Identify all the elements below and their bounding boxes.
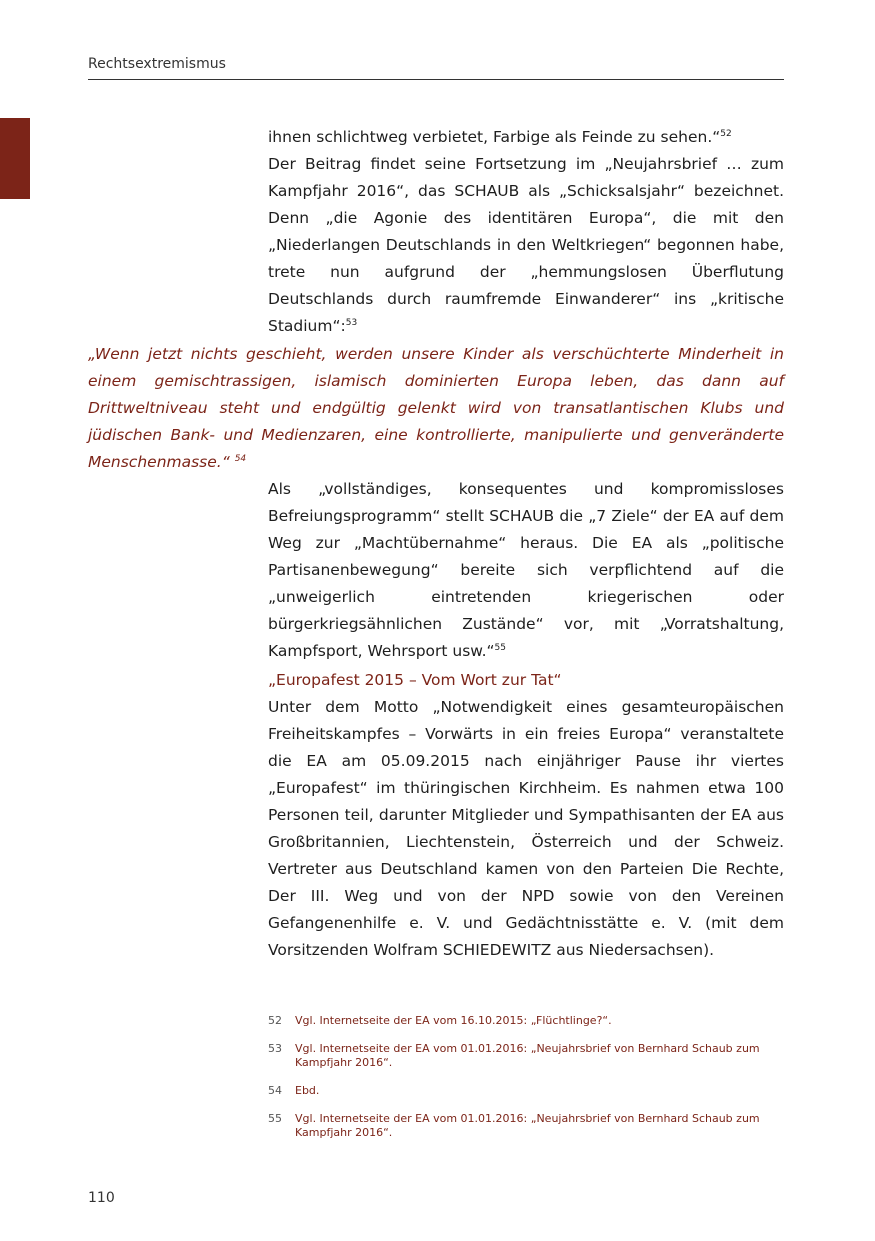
paragraph-4: Unter dem Motto „Notwendigkeit eines gesamteuropäischen Freiheitskampfes – Vorwärts in ein freies Europa“ veranstaltete die EA am 05.09.2015 nach einjähriger Pause ihr viertes „Europafest“ im thüringischen Kirchheim. Es nahmen etwa 100 Personen teil, darunter Mitglieder und Sympathisanten der EA aus Großbritannien, Liechtenstein, Österreich und der Schweiz. Vertreter aus Deutschland kamen von den Parteien Die Rechte, Der III. Weg und von der NPD sowie von den Vereinen Gefangenenhilfe e. V. und Gedächtnisstätte e. V. (mit dem Vorsitzenden Wolfram SCHIEDEWITZ aus Niedersachsen). [268, 698, 784, 959]
quote-text: „Wenn jetzt nichts geschieht, werden unsere Kinder als verschüchterte Minderheit in einem gemischtrassigen, islamisch dominierten Europa leben, das dann auf Drittweltniveau steht und endgültig gelenkt wird von transatlantischen Klubs und jüdischen Bank- und Medienzaren, eine kontrollierte, manipulierte und genveränderte Menschenmasse.“ [88, 345, 784, 471]
body-block-1 [268, 124, 784, 340]
footnote-number: 52 [268, 1014, 282, 1027]
paragraph-2 [268, 151, 784, 340]
paragraph-3-text: Als „vollständiges, konsequentes und kompromissloses Befreiungsprogramm“ stellt SCHAUB die „7 Ziele“ der EA auf dem Weg zur „Machtübernahme“ heraus. Die EA als „politische Partisanenbewegung“ bereite sich verpflichtend auf die „unweigerlich eintretenden kriegerischen oder bürgerkriegsähnlichen Zustände“ vor, mit „Vorratshaltung, Kampfsport, Wehrsport usw.“ [268, 480, 784, 660]
footnote-text: Vgl. Internetseite der EA vom 16.10.2015: „Flüchtlinge?“. [295, 1014, 612, 1027]
paragraph-1 [268, 124, 784, 151]
page-number: 110 [88, 1190, 115, 1206]
footnote-text: Vgl. Internetseite der EA vom 01.01.2016: „Neujahrsbrief von Bernhard Schaub zum Kampfjahr 2016“. [295, 1042, 760, 1069]
body-block-2 [268, 476, 784, 665]
footnote-54 [268, 1084, 784, 1098]
footnote-text: Ebd. [295, 1084, 320, 1097]
footnote-55 [268, 1112, 784, 1140]
footnotes [268, 1014, 784, 1154]
paragraph-1-text: ihnen schlichtweg verbietet, Farbige als Feinde zu sehen.“ [268, 128, 721, 146]
body-block-3 [268, 694, 784, 964]
chapter-tab-marker [0, 118, 30, 199]
footnote-52 [268, 1014, 784, 1028]
block-quote [88, 341, 784, 476]
footnote-ref-55[interactable]: 55 [494, 642, 506, 653]
footnote-text: Vgl. Internetseite der EA vom 01.01.2016: „Neujahrsbrief von Bernhard Schaub zum Kampfjahr 2016“. [295, 1112, 760, 1139]
footnote-ref-54[interactable]: 54 [234, 453, 247, 464]
footnote-53 [268, 1042, 784, 1070]
footnote-number: 54 [268, 1084, 282, 1097]
footnote-number: 55 [268, 1112, 282, 1125]
footnote-ref-53[interactable]: 53 [345, 317, 358, 328]
footnote-number: 53 [268, 1042, 282, 1055]
section-heading: „Europafest 2015 – Vom Wort zur Tat“ [268, 671, 562, 689]
paragraph-2-text: Der Beitrag findet seine Fortsetzung im „Neujahrsbrief … zum Kampfjahr 2016“, das SCHAUB als „Schicksalsjahr“ bezeichnet. Denn „die Agonie des identitären Europa“, die mit den „Niederlangen Deutschlands in den Weltkriegen“ begonnen habe, trete nun aufgrund der „hemmungslosen Überflutung Deutschlands durch raumfremde Einwanderer“ ins „kritische Stadium“: [268, 155, 784, 335]
paragraph-3 [268, 476, 784, 665]
running-header: Rechtsextremismus [88, 56, 226, 72]
header-rule [88, 79, 784, 80]
footnote-ref-52[interactable]: 52 [720, 128, 732, 139]
